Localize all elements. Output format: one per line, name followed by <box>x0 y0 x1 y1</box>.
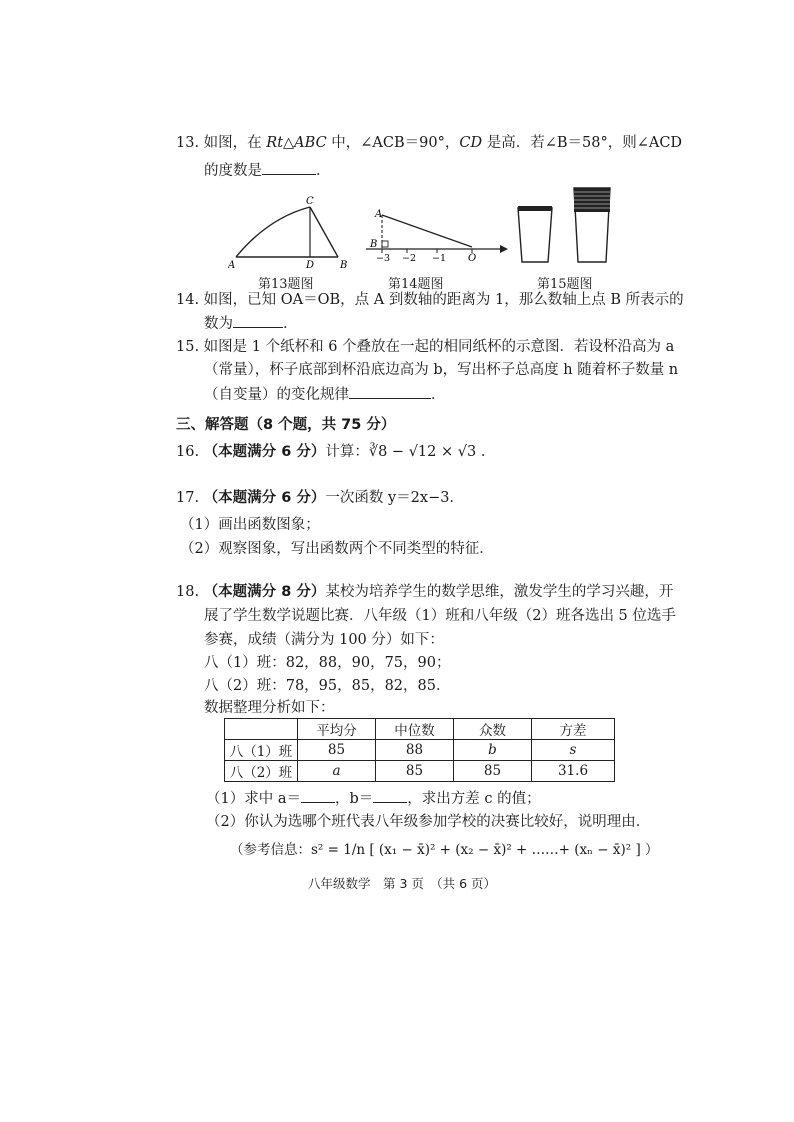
q17-part2: （2）观察图象，写出函数两个不同类型的特征． <box>180 541 494 557</box>
q15-answer-blank <box>349 384 431 399</box>
fig14-label-a: A <box>375 209 383 220</box>
fig14-label-o: O <box>468 253 477 264</box>
fig14-tick-m2: −2 <box>402 253 417 264</box>
q15-line1: 15. 如图是 1 个纸杯和 6 个叠放在一起的相同纸杯的示意图．若设杯沿高为 a <box>176 339 675 355</box>
figure-14 <box>362 205 512 265</box>
table-cell: 88 <box>376 740 454 761</box>
q18-class1-scores: 八（1）班：82，88，90，75，90； <box>204 655 451 671</box>
fig13-label-b: B <box>340 260 348 270</box>
caption-fig14: 第14题图 <box>388 277 444 292</box>
figure-15 <box>512 186 624 268</box>
table-header-row <box>225 719 615 740</box>
q15-line3: （自变量）的变化规律 ． <box>204 384 446 405</box>
page-footer: 八年级数学 第 3 页 （共 6 页） <box>308 876 497 891</box>
table-row <box>225 761 615 782</box>
table-header-cell <box>225 719 298 740</box>
section-3-heading: 三、解答题（8 个题，共 75 分） <box>176 417 396 433</box>
q13-line2: 的度数是 ． <box>204 160 331 181</box>
q15-line2: （常量），杯子底部到杯沿底边高为 b，写出杯子总高度 h 随着杯子数量 n <box>204 362 679 378</box>
table-row <box>225 740 615 761</box>
q18-blank-a <box>301 788 335 803</box>
table-cell: 85 <box>454 761 532 782</box>
q14-answer-blank <box>233 313 283 328</box>
table-cell: 31.6 <box>532 761 615 782</box>
fig14-tick-m3: −3 <box>376 253 391 264</box>
table-header-cell: 方差 <box>532 719 615 740</box>
q18-blank-b <box>373 788 407 803</box>
q17-line: 17. （本题满分 6 分）一次函数 y＝2x−3． <box>176 490 464 506</box>
table-header-cell: 中位数 <box>376 719 454 740</box>
figure-13 <box>228 190 358 270</box>
q18-line3: 参赛，成绩（满分为 100 分）如下： <box>204 632 444 648</box>
q13-line1: 13. 如图，在 Rt△ABC 中，∠ACB＝90°，CD 是高．若∠B＝58°，则∠ACD <box>176 135 683 151</box>
table-cell: 85 <box>376 761 454 782</box>
table-cell: 八（1）班 <box>225 740 298 761</box>
caption-fig13: 第13题图 <box>258 277 314 292</box>
q14-line2: 数为 ． <box>204 313 298 334</box>
fig14-label-b: B <box>370 239 378 250</box>
q18-line1: 18. （本题满分 8 分）某校为培养学生的数学思维，激发学生的学习兴趣，开 <box>176 584 674 600</box>
table-cell: s <box>532 740 615 761</box>
table-cell: 85 <box>298 740 376 761</box>
fig13-label-c: C <box>306 196 314 207</box>
q13-answer-blank <box>262 160 316 175</box>
q18-class2-scores: 八（2）班：78，95，85，82，85． <box>204 678 451 694</box>
fig14-tick-m1: −1 <box>432 253 447 264</box>
table-header-cell: 平均分 <box>298 719 376 740</box>
q14-line1: 14. 如图，已知 OA＝OB，点 A 到数轴的距离为 1，那么数轴上点 B 所表示的 <box>176 292 684 308</box>
fig13-label-a: A <box>228 260 236 270</box>
table-cell: 八（2）班 <box>225 761 298 782</box>
q18-line2: 展了学生数学说题比赛．八年级（1）班和八年级（2）班各选出 5 位选手 <box>204 608 676 624</box>
table-cell: b <box>454 740 532 761</box>
q17-part1: （1）画出函数图象； <box>180 517 320 533</box>
q18-reference-formula: （参考信息：s² = 1/n [ (x₁ − x̄)² + (x₂ − x̄)² + ……+ (xₙ − x̄)² ] ） <box>230 842 659 858</box>
q18-analysis-label: 数据整理分析如下： <box>204 700 335 716</box>
stats-table <box>224 718 615 782</box>
q16-line: 16. （本题满分 6 分）计算：∛8 − √12 × √3 ． <box>176 444 496 460</box>
q18-part1: （1）求中 a＝ ，b＝ ，求出方差 c 的值； <box>206 788 541 809</box>
fig13-label-d: D <box>306 260 315 270</box>
table-header-cell: 众数 <box>454 719 532 740</box>
q18-part2: （2）你认为选哪个班代表八年级参加学校的决赛比较好，说明理由． <box>206 814 651 830</box>
table-cell: a <box>298 761 376 782</box>
caption-fig15: 第15题图 <box>537 277 593 292</box>
